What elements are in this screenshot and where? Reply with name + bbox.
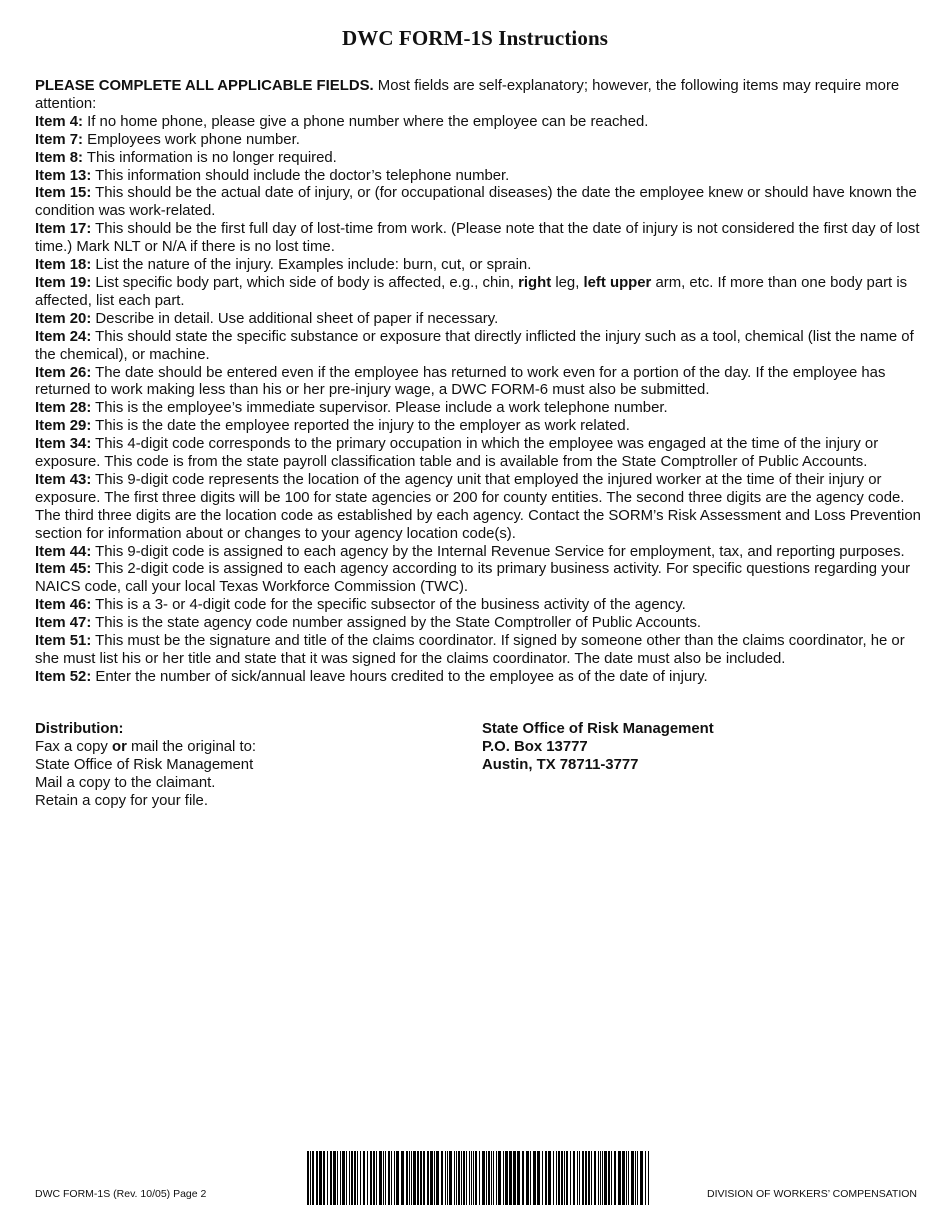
- item-label: Item 45:: [35, 561, 92, 578]
- item-label: Item 8:: [35, 149, 83, 166]
- item-text: This is the employee’s immediate supervisor. Please include a work telephone number.: [91, 400, 668, 417]
- intro-text: Most fields are self-explanatory; however, the following items may require more attention:: [35, 78, 900, 112]
- item-47: [35, 615, 925, 633]
- item-label: Item 29:: [35, 418, 92, 435]
- address-city: Austin, TX 78711-3777: [482, 756, 639, 773]
- item-15: [35, 185, 925, 221]
- item-text: This is a 3- or 4-digit code for the specific subsector of the business activity of the agency.: [91, 597, 686, 614]
- footer-division: DIVISION OF WORKERS’ COMPENSATION: [706, 1188, 917, 1200]
- item-26: [35, 365, 925, 401]
- item-13: [35, 168, 925, 186]
- item-label: Item 51:: [35, 633, 92, 650]
- distribution-bold: or: [111, 738, 127, 755]
- instructions-body: [35, 78, 925, 687]
- address-name: State Office of Risk Management: [482, 721, 714, 737]
- footer-form-id: DWC FORM-1S (Rev. 10/05) Page 2: [35, 1188, 207, 1200]
- item-label: Item 13:: [35, 167, 92, 184]
- item-text: The date should be entered even if the employee has returned to work even for a portion of the day. If the employee has returned to work making less than his or her pre-injury wage, a DWC FORM-6 must also be submitted.: [35, 364, 886, 399]
- item-text: leg,: [551, 274, 584, 291]
- distribution-line: Retain a copy for your file.: [35, 792, 208, 809]
- barcode: [306, 1151, 653, 1205]
- item-label: Item 18:: [35, 257, 92, 274]
- distribution-heading: Distribution:: [35, 721, 124, 737]
- distribution-line: Mail a copy to the claimant.: [35, 774, 216, 791]
- item-text: If no home phone, please give a phone number where the employee can be reached.: [83, 113, 649, 130]
- item-text: Enter the number of sick/annual leave hours credited to the employee as of the date of injury.: [91, 668, 708, 685]
- item-text: This is the state agency code number assigned by the State Comptroller of Public Accounts.: [91, 615, 702, 632]
- item-text: This 4-digit code corresponds to the primary occupation in which the employee was engaged at the time of the injury or exposure. This code is from the state payroll classification table and is available from the State Comptroller of Public Accounts.: [35, 436, 879, 471]
- item-text: This must be the signature and title of the claims coordinator. If signed by someone other than the claims coordinator, he or she must list his or her title and state that it was signed for the claims coordinator. The date must also be included.: [35, 633, 905, 667]
- item-text: This 2-digit code is assigned to each agency according to its primary business activity. For specific questions regarding your NAICS code, call your local Texas Workforce Commission (TWC).: [35, 561, 911, 596]
- page-title: DWC FORM-1S Instructions: [341, 26, 609, 50]
- item-label: Item 19:: [35, 274, 92, 291]
- item-52: [35, 669, 925, 687]
- item-text: List the nature of the injury. Examples include: burn, cut, or sprain.: [91, 257, 532, 274]
- item-label: Item 15:: [35, 185, 92, 202]
- item-24: [35, 329, 925, 365]
- item-7: [35, 132, 925, 150]
- item-label: Item 47:: [35, 615, 92, 632]
- item-text: This information is no longer required.: [83, 149, 337, 166]
- item-17: [35, 221, 925, 257]
- item-label: Item 46:: [35, 597, 92, 614]
- item-text: arm, etc. If more than one body part is affected, list each part.: [35, 274, 908, 309]
- item-text: Employees work phone number.: [83, 131, 300, 148]
- item-label: Item 7:: [35, 131, 83, 148]
- distribution-line: State Office of Risk Management: [35, 756, 254, 773]
- item-text: This 9-digit code represents the location of the agency unit that employed the injured worker at the time of their injury or exposure. The first three digits will be 100 for state agencies or 200 for county entities. The second three digits are the agency code. The third three digits are the location code as established by each agency. Contact the SORM’s Risk Assessment and Loss Prevention section for information about or changes to your agency location code(s).: [35, 471, 921, 542]
- item-label: Item 44:: [35, 543, 92, 560]
- item-text: This should be the actual date of injury, or (for occupational diseases) the date the employee knew or should have known the condition was work-related.: [35, 185, 917, 220]
- item-label: Item 4:: [35, 113, 83, 130]
- item-text: This information should include the doctor’s telephone number.: [91, 167, 510, 184]
- item-label: Item 43:: [35, 471, 92, 488]
- intro-bold: PLEASE COMPLETE ALL APPLICABLE FIELDS.: [35, 78, 374, 94]
- item-label: Item 20:: [35, 310, 92, 327]
- item-29: [35, 418, 925, 436]
- item-4: [35, 114, 925, 132]
- item-20: [35, 311, 925, 329]
- item-19: [35, 275, 925, 311]
- item-text: Describe in detail. Use additional sheet of paper if necessary.: [91, 310, 499, 327]
- item-text: This is the date the employee reported the injury to the employer as work related.: [91, 418, 630, 435]
- item-text: List specific body part, which side of body is affected, e.g., chin,: [91, 274, 519, 291]
- item-label: Item 24:: [35, 328, 92, 345]
- item-8: [35, 150, 925, 168]
- item-text: This should state the specific substance or exposure that directly inflicted the injury such as a tool, chemical (list the name of the chemical), or machine.: [35, 328, 914, 363]
- item-34: [35, 436, 925, 472]
- item-bold-text: left upper: [583, 274, 652, 291]
- distribution-block: [35, 721, 465, 811]
- distribution-text: mail the original to:: [126, 738, 257, 755]
- intro-paragraph: [35, 78, 925, 114]
- item-18: [35, 257, 925, 275]
- item-label: Item 17:: [35, 221, 92, 238]
- item-bold-text: right: [518, 274, 552, 291]
- item-46: [35, 597, 925, 615]
- item-28: [35, 400, 925, 418]
- item-label: Item 26:: [35, 364, 92, 381]
- item-51: [35, 633, 925, 669]
- item-label: Item 52:: [35, 668, 92, 685]
- address-box: P.O. Box 13777: [482, 738, 588, 755]
- mailing-address: [482, 721, 912, 775]
- item-43: [35, 472, 925, 544]
- item-text: This should be the first full day of lost-time from work. (Please note that the date of injury is not considered the first day of lost time.) Mark NLT or N/A if there is no lost time.: [35, 221, 920, 256]
- distribution-text: Fax a copy: [35, 738, 112, 755]
- item-44: [35, 544, 925, 562]
- distribution-line: [35, 739, 465, 757]
- item-label: Item 34:: [35, 436, 92, 453]
- item-text: This 9-digit code is assigned to each agency by the Internal Revenue Service for employment, tax, and reporting purposes.: [91, 543, 905, 560]
- item-label: Item 28:: [35, 400, 92, 417]
- item-45: [35, 561, 925, 597]
